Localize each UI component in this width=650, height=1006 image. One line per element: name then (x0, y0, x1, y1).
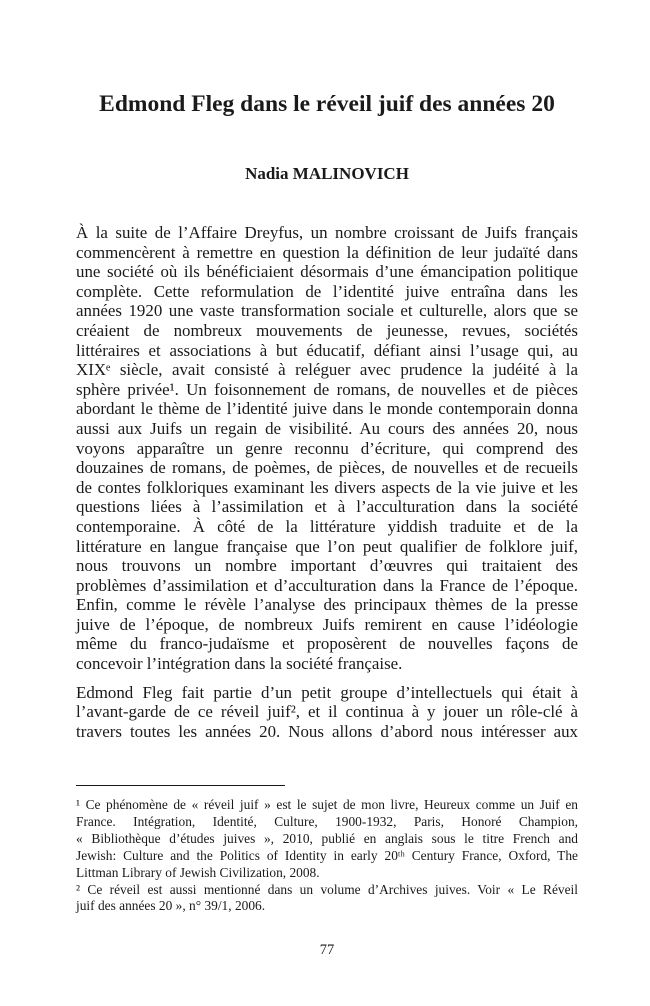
body-line: l’avant-garde de ce réveil juif², et il continua à y jouer un rôle-clé à (76, 702, 578, 722)
body-line: douzaines de romans, de poèmes, de pièces, de nouvelles et de recueils (76, 458, 578, 478)
footnote-separator (76, 785, 285, 786)
body-line: commencèrent à remettre en question la définition de leur judaïté dans (76, 242, 578, 262)
main-text (76, 223, 578, 741)
body-line: problèmes d’assimilation et d’acculturation dans la France de l’époque. (76, 575, 578, 595)
body-line: de contes folkloriques examinant les divers aspects de la vie juive et les (76, 477, 578, 497)
body-line: Edmond Fleg fait partie d’un petit groupe d’intellectuels qui était à (76, 682, 578, 702)
body-line: concevoir l’intégration dans la société française. (76, 654, 403, 674)
body-line: travers toutes les années 20. Nous allons d’abord nous intéresser aux (76, 721, 578, 741)
body-line: nous trouvons un nombre important d’œuvres qui traitaient des (76, 556, 578, 576)
footnote-line: Littman Library of Jewish Civilization, 2008. (76, 864, 320, 880)
footnote-line: ¹ Ce phénomène de « réveil juif » est le sujet de mon livre, Heureux comme un Juif en (76, 797, 578, 812)
body-line: littérature en langue française que l’on peut qualifier de folklore juif, (76, 536, 578, 556)
page-number: 77 (319, 942, 335, 958)
footnote-line: Jewish: Culture and the Politics of Identity in early 20ᵗʰ Century France, Oxford, The (76, 847, 578, 863)
body-line: années 1920 une vaste transformation sociale et culturelle, alors que se (76, 301, 578, 321)
body-line: une société où ils bénéficiaient désormais d’une émancipation politique (76, 262, 578, 282)
body-line: aussi aux Juifs un regain de visibilité. Au cours des années 20, nous (76, 418, 578, 438)
body-line: complète. Cette reformulation de l’identité juive entraîna dans les (76, 281, 578, 301)
body-line: abordant le thème de l’identité juive dans le monde contemporain donna (76, 399, 578, 419)
body-line: littéraires et associations à but éducatif, défiant ainsi l’usage qui, au (76, 340, 578, 360)
body-line: même du franco-judaïsme et proposèrent de nouvelles façons de (76, 634, 578, 654)
footnote-line: ² Ce réveil est aussi mentionné dans un volume d’Archives juives. Voir « Le Réveil (76, 881, 578, 897)
body-line: sphère privée¹. Un foisonnement de romans, de nouvelles et de pièces (76, 379, 578, 399)
footnote-line: juif des années 20 », n° 39/1, 2006. (76, 898, 266, 914)
body-line: Enfin, comme le révèle l’analyse des principaux thèmes de la presse (76, 595, 578, 615)
article-author: Nadia MALINOVICH (245, 164, 409, 183)
body-line: À la suite de l’Affaire Dreyfus, un nombre croissant de Juifs français (76, 223, 578, 242)
body-line: questions liées à l’assimilation et à l’acculturation dans la société (76, 497, 578, 517)
body-line: juive de l’époque, de nombreux Juifs remirent en cause l’idéologie (76, 614, 578, 634)
footnote-line: France. Intégration, Identité, Culture, 1900-1932, Paris, Honoré Champion, (76, 813, 578, 829)
body-line: XIXᵉ siècle, avait consisté à reléguer avec prudence la judéité à la (76, 360, 578, 380)
footnotes (76, 797, 578, 915)
body-line: voyons apparaître un genre reconnu d’écriture, qui comprend des (76, 438, 578, 458)
article-title: Edmond Fleg dans le réveil juif des années 20 (99, 91, 555, 117)
body-line: créaient de nombreux mouvements de jeunesse, revues, sociétés (76, 320, 578, 340)
body-line: contemporaine. À côté de la littérature yiddish traduite et de la (76, 516, 578, 536)
footnote-line: « Bibliothèque d’études juives », 2010, publié en anglais sous le titre French and (76, 830, 578, 846)
